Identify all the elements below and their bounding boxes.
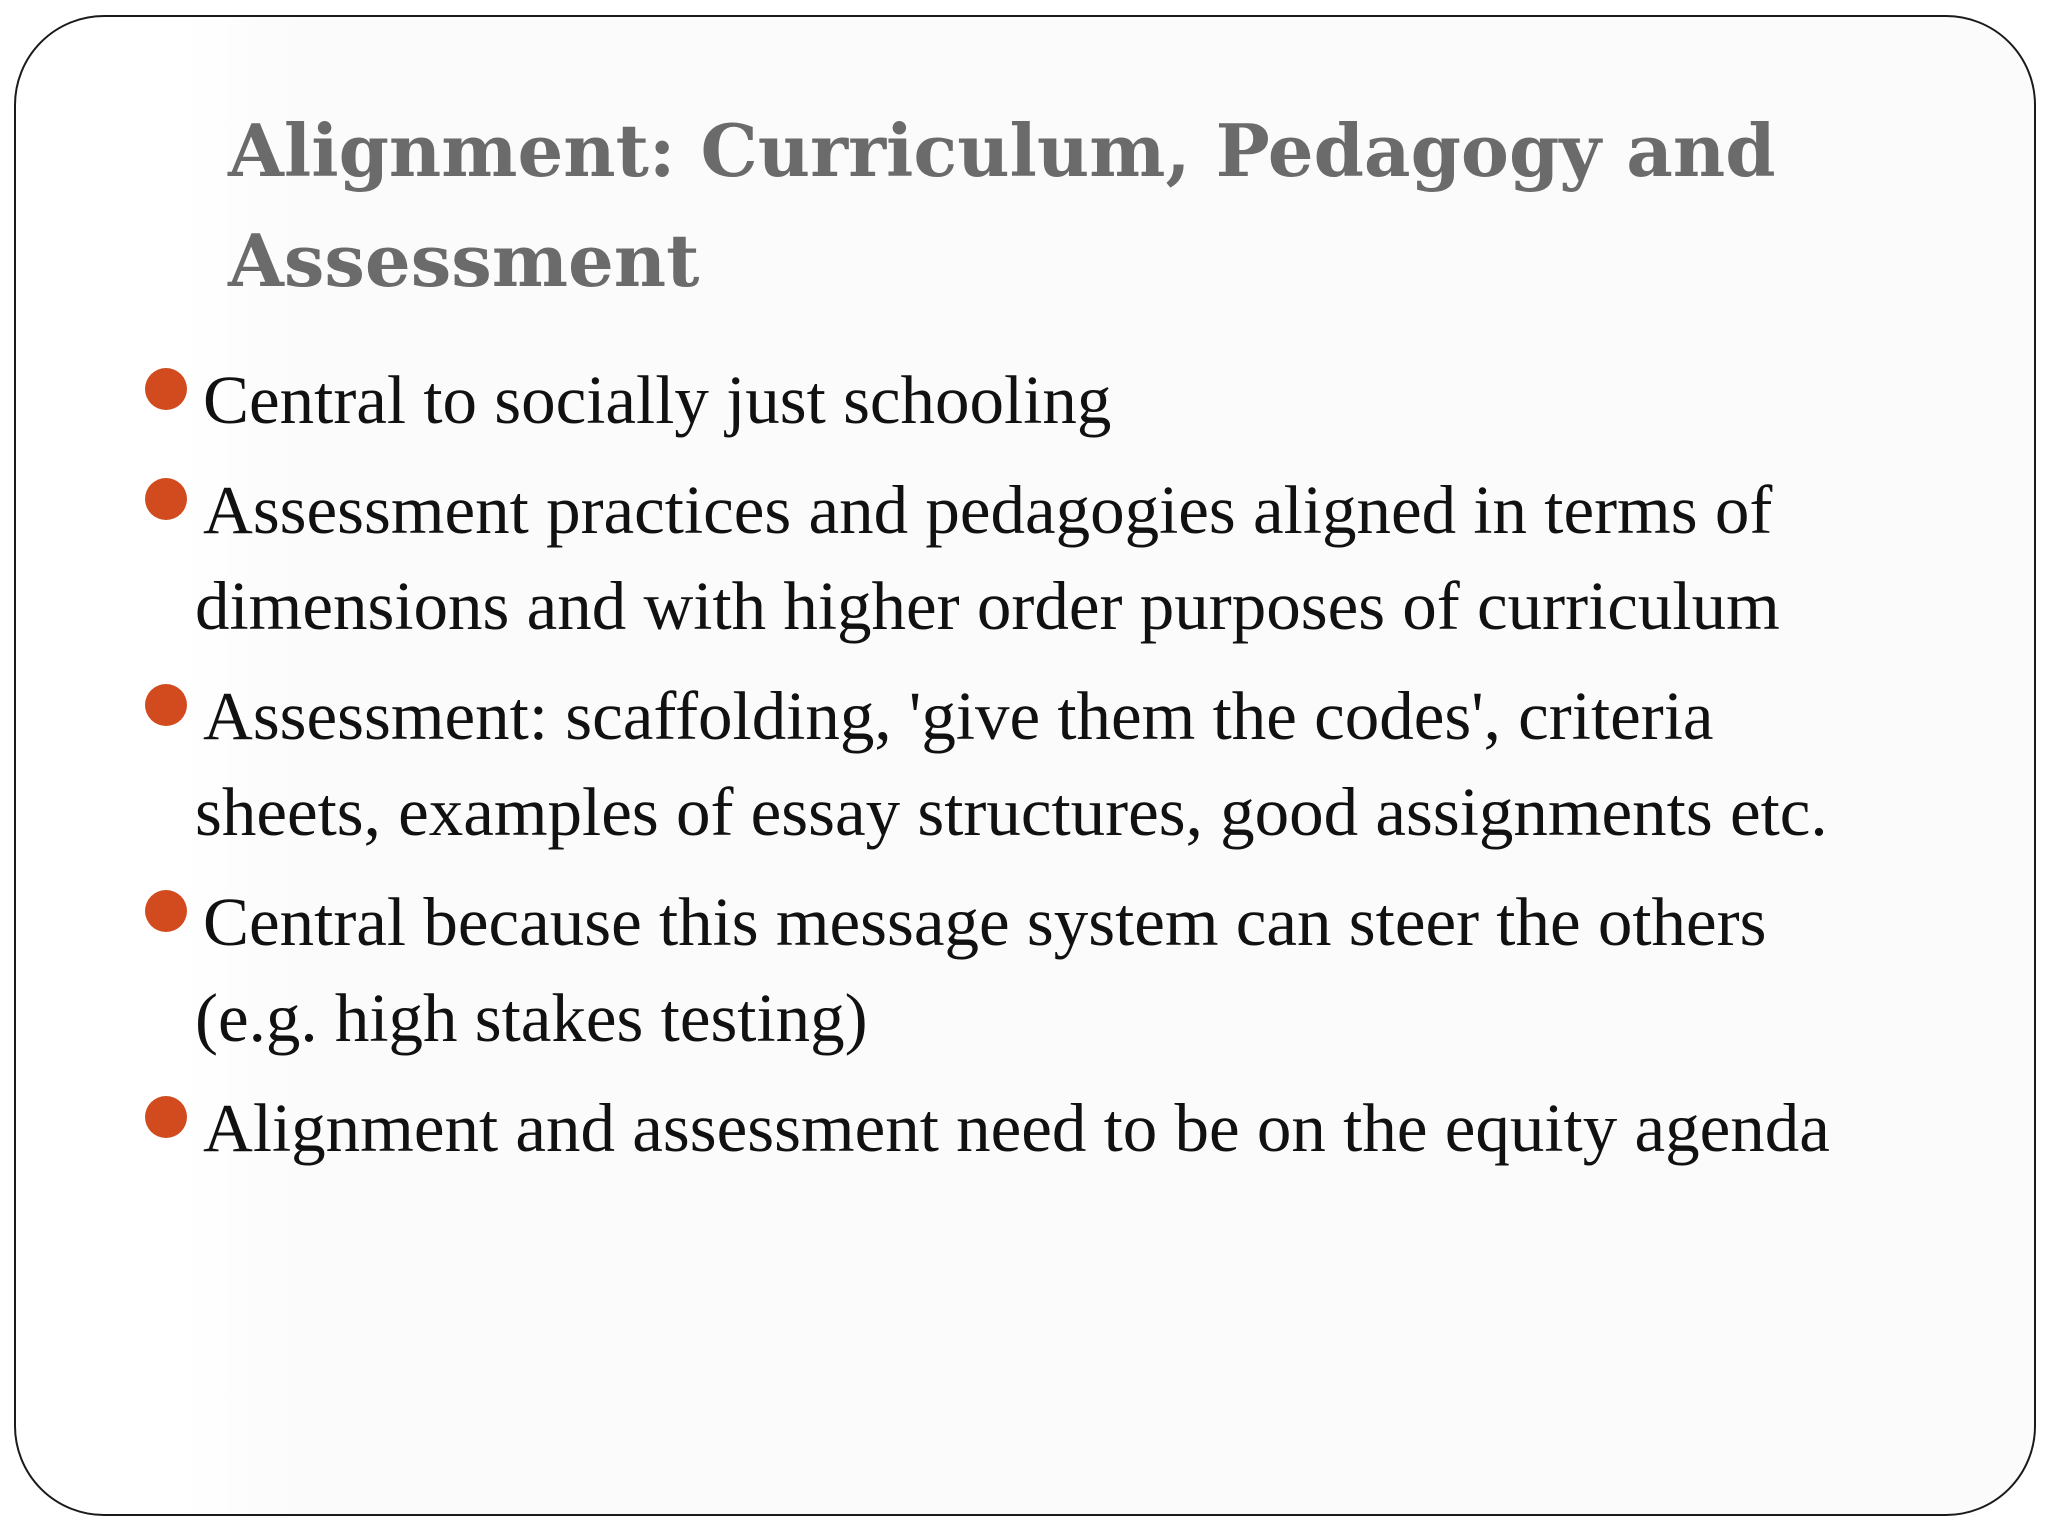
bullet-item	[145, 462, 1935, 654]
bullet-line-continued: (e.g. high stakes testing)	[195, 980, 868, 1056]
bullet-line-continued: sheets, examples of essay structures, good assignments etc.	[195, 774, 1828, 850]
bullet-line: Assessment practices and pedagogies aligned in terms of	[203, 472, 1773, 548]
bullet-text	[195, 462, 1935, 654]
bullet-text	[195, 668, 1935, 860]
bullet-line: Central because this message system can steer the others	[203, 884, 1767, 960]
bullet-list	[145, 352, 1935, 1190]
bullet-text	[195, 874, 1935, 1066]
bullet-line: Assessment: scaffolding, 'give them the codes', criteria	[203, 678, 1714, 754]
bullet-text	[203, 1080, 1935, 1176]
bullet-dot-icon	[145, 478, 187, 520]
bullet-item	[145, 1080, 1935, 1176]
bullet-line: Central to socially just schooling	[203, 362, 1112, 438]
bullet-item	[145, 874, 1935, 1066]
bullet-line: Alignment and assessment need to be on the equity agenda	[203, 1090, 1830, 1166]
bullet-dot-icon	[145, 368, 187, 410]
bullet-dot-icon	[145, 684, 187, 726]
bullet-item	[145, 668, 1935, 860]
bullet-item	[145, 352, 1935, 448]
bullet-text	[203, 352, 1935, 448]
bullet-dot-icon	[145, 890, 187, 932]
bullet-line-continued: dimensions and with higher order purposes of curriculum	[195, 568, 1780, 644]
slide-title: Alignment: Curriculum, Pedagogy and Assessment	[228, 108, 1776, 303]
bullet-dot-icon	[145, 1096, 187, 1138]
